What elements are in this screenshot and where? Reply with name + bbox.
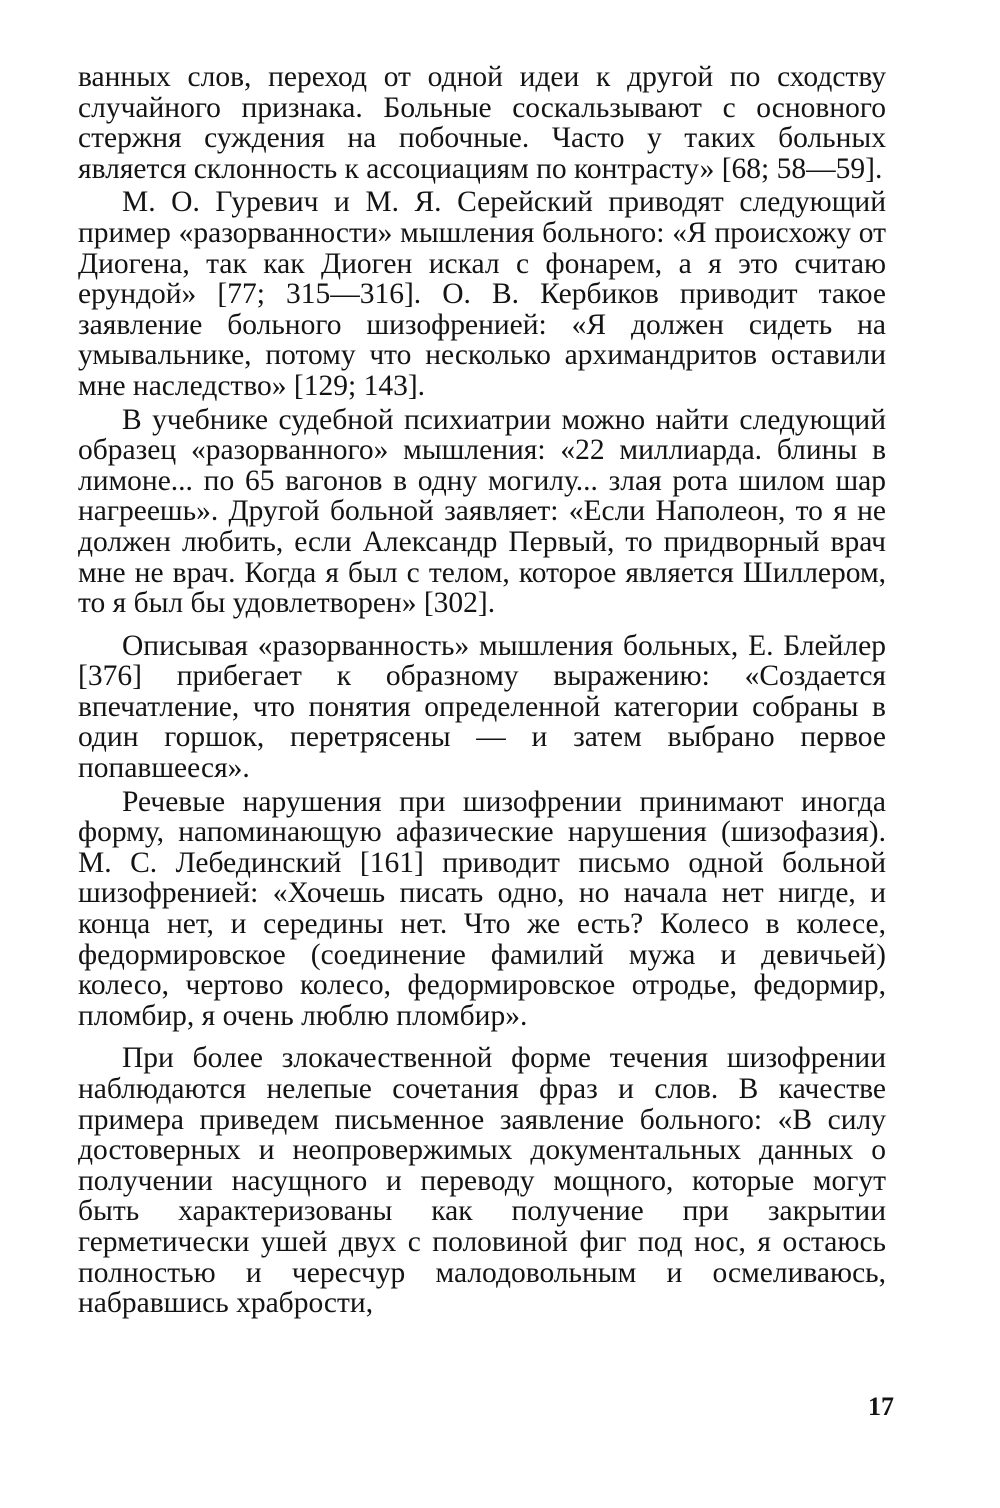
paragraph-continuation: ванных слов, переход от одной идеи к другой по сходству случайного признака. Больные соскальзывают с основного стержня суждения на побочные. Часто у таких больных является склонность к ассоциациям по контрасту» [68; 58—59].	[78, 61, 886, 185]
paragraph-malignant-form: При более злокачественной форме течения шизофрении наблюдаются нелепые сочетания фраз и слов. В качестве примера приведем письменное заявление больного: «В силу достоверных и неопровержимых документальных данных о получении насущного и переводу мощного, которые могут быть характеризованы как получение при закрытии герметически ушей двух с половиной фиг под нос, я остаюсь полностью и чересчур малодовольным и осмеливаюсь, набравшись храбрости,	[78, 1042, 886, 1320]
paragraph-gurevich: М. О. Гуревич и М. Я. Серейский приводят следующий пример «разорванности» мышления больного: «Я происхожу от Диогена, так как Диоген искал с фонарем, а я это считаю ерундой» [77; 315—316]. О. В. Кербиков приводит такое заявление больного шизофренией: «Я должен сидеть на умывальнике, потому что несколько архимандритов оставили мне наследство» [129; 143].	[78, 186, 886, 402]
paragraph-bleuler: Описывая «разорванность» мышления больных, Е. Блейлер [376] прибегает к образному выражению: «Создается впечатление, что понятия определенной категории собраны в один горшок, перетрясены — и затем выбрано первое попавшееся».	[78, 629, 886, 785]
paragraph-forensic-textbook: В учебнике судебной психиатрии можно найти следующий образец «разорванного» мышления: «22 миллиарда. блины в лимоне... по 65 вагонов в одну могилу... злая рота шилом шар нагреешь». Другой больной заявляет: «Если Наполеон, то я не должен любить, если Александр Первый, то придворный врач мне не врач. Когда я был с телом, которое является Шиллером, то я был бы удовлетворен» [302].	[78, 403, 886, 620]
page-body	[78, 62, 886, 1319]
page-number: 17	[868, 1392, 894, 1421]
paragraph-schizophasia: Речевые нарушения при шизофрении принимают иногда форму, напоминающую афазические нарушения (шизофазия). М. С. Лебединский [161] приводит письмо одной больной шизофренией: «Хочешь писать одно, но начала нет нигде, и конца нет, и середины нет. Что же есть? Колесо в колесе, федормировское (соединение фамилий мужа и девичьей) колесо, чертово колесо, федормировское отродье, федормир, пломбир, я очень люблю пломбир».	[78, 785, 886, 1032]
